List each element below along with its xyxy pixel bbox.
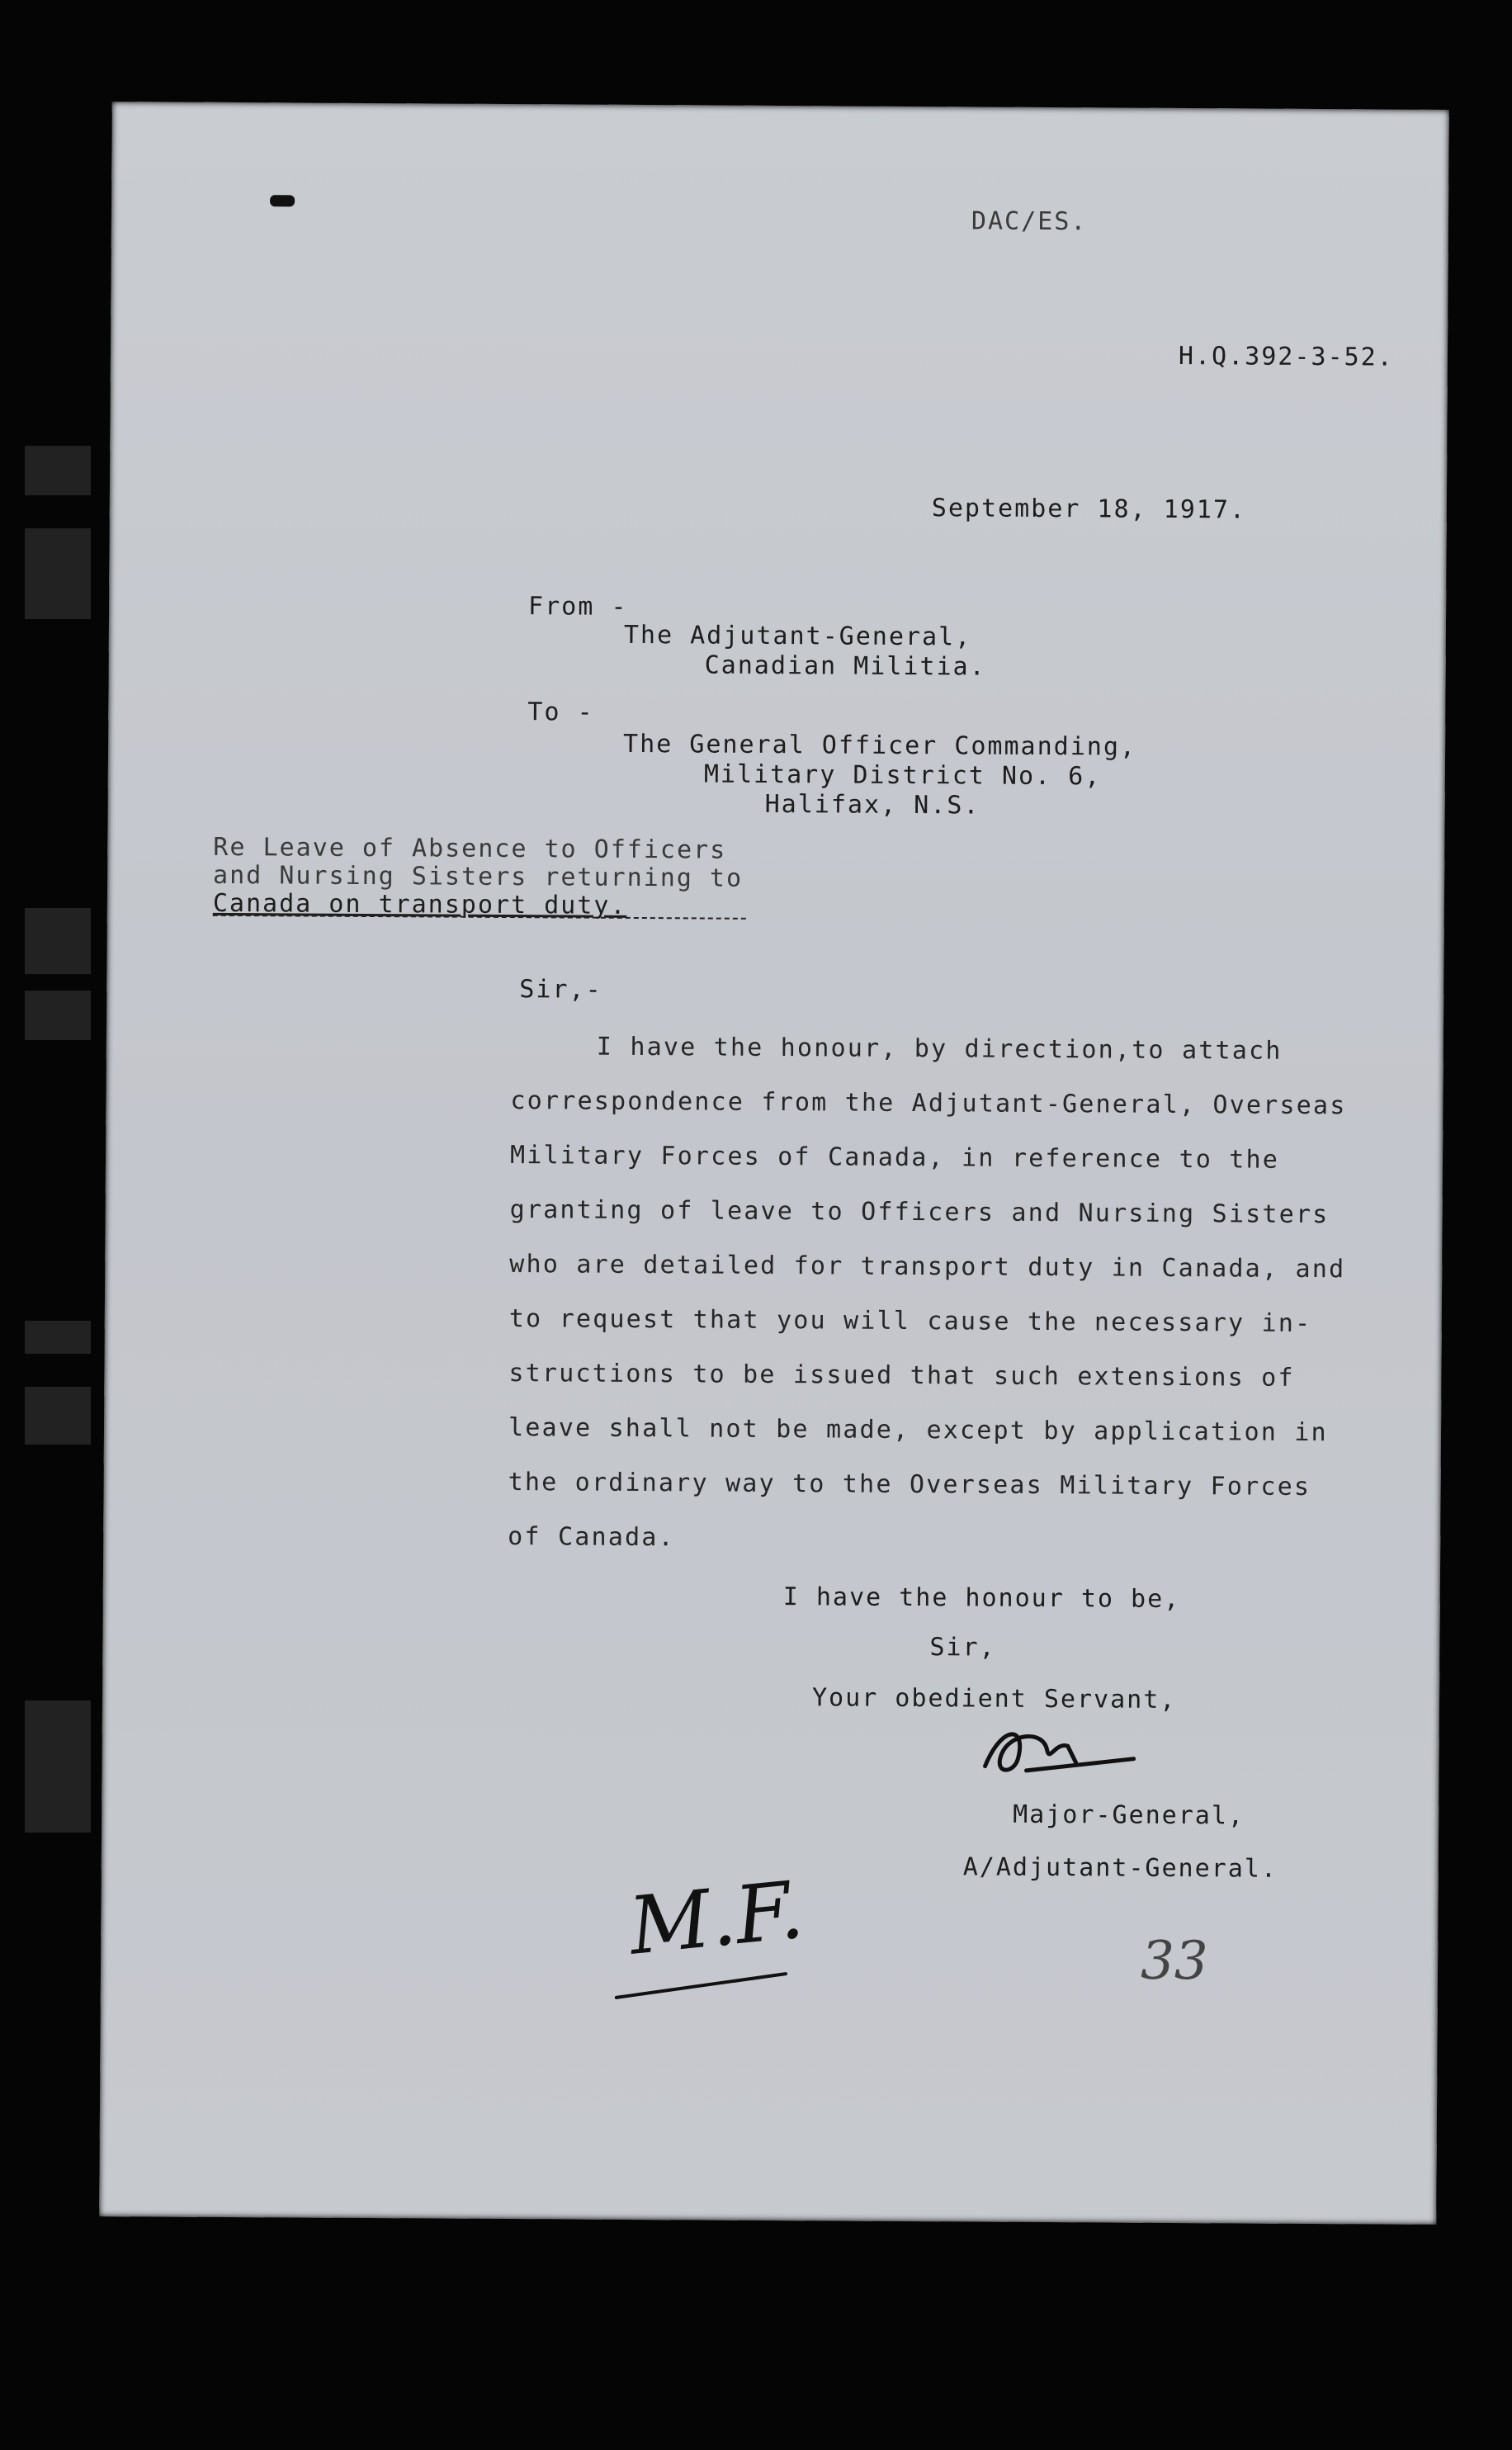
subject-line-2: and Nursing Sisters returning to <box>213 860 744 893</box>
page-number: 33 <box>1140 1930 1208 1993</box>
to-label: To - <box>527 698 594 727</box>
film-edge-mark <box>25 991 91 1040</box>
subject-line-1: Re Leave of Absence to Officers <box>213 832 727 865</box>
body-line: correspondence from the Adjutant-General, Overseas <box>510 1086 1347 1121</box>
body-line: who are detailed for transport duty in Canada, and <box>509 1250 1346 1284</box>
reference-initials: DAC/ES. <box>971 206 1088 237</box>
film-edge-mark <box>25 1321 91 1354</box>
body-line: Military Forces of Canada, in reference to the <box>509 1141 1280 1175</box>
film-edge-mark <box>25 908 91 974</box>
film-edge-mark <box>25 446 91 495</box>
closing-line-1: I have the honour to be, <box>782 1582 1181 1615</box>
from-label: From - <box>528 592 628 622</box>
letter-page <box>99 102 1449 2225</box>
closing-line-2: Sir, <box>929 1633 996 1662</box>
from-line-1: The Adjutant-General, <box>623 620 972 652</box>
body-line: to request that you will cause the necessary in- <box>508 1304 1312 1338</box>
film-edge-mark <box>25 1700 91 1833</box>
body-line: I have the honour, by direction,to attach <box>596 1032 1283 1066</box>
ink-blot <box>270 195 295 206</box>
body-line: structions to be issued that such extensions of <box>508 1359 1295 1393</box>
body-line: leave shall not be made, except by application in <box>508 1413 1328 1448</box>
from-line-2: Canadian Militia. <box>704 650 986 682</box>
file-number: H.Q.392-3-52. <box>1178 341 1394 372</box>
initials-stroke <box>612 1969 794 2003</box>
salutation: Sir,- <box>519 975 602 1005</box>
signatory-rank: Major-General, <box>1013 1800 1245 1831</box>
signatory-title: A/Adjutant-General. <box>962 1852 1278 1884</box>
to-line-1: The General Officer Commanding, <box>622 729 1137 762</box>
body-line: the ordinary way to the Overseas Military Forces <box>508 1468 1311 1502</box>
body-line: of Canada. <box>508 1522 675 1553</box>
film-edge-mark <box>25 528 91 619</box>
to-line-2: Military District No. 6, <box>703 759 1102 792</box>
subject-line-3: Canada on transport duty. <box>212 888 627 920</box>
signature-scrawl <box>976 1717 1142 1792</box>
letter-date: September 18, 1917. <box>931 494 1247 525</box>
body-line: granting of leave to Officers and Nursing Sisters <box>509 1195 1330 1230</box>
closing-line-3: Your obedient Servant, <box>811 1683 1177 1715</box>
film-edge-mark <box>25 1387 91 1445</box>
handwritten-initials: M.F. <box>625 1863 808 1973</box>
to-line-3: Halifax, N.S. <box>764 789 980 821</box>
